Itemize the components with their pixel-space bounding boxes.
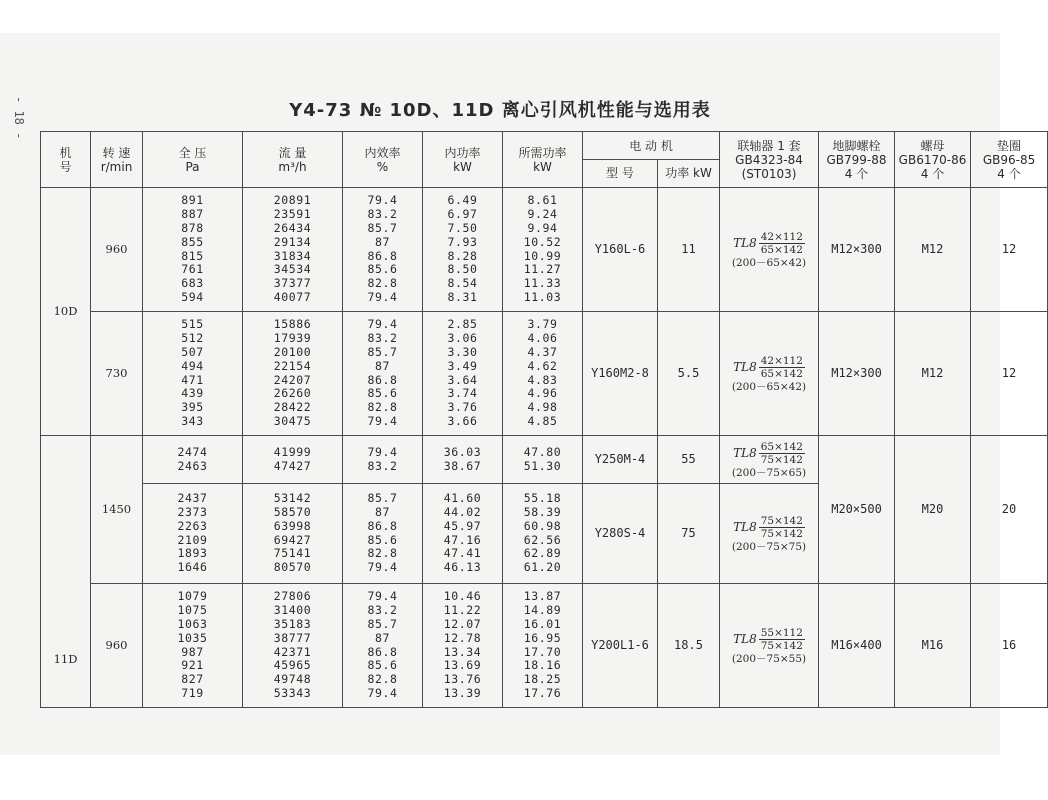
speed-cell: 1450 xyxy=(91,436,143,584)
coupling-numerator: 65×142 xyxy=(760,440,803,453)
value: 41.60 xyxy=(443,490,482,505)
efficiency-cell xyxy=(343,584,423,708)
value: 13.76 xyxy=(443,672,482,687)
value: 512 xyxy=(181,330,204,345)
value: 82.8 xyxy=(367,400,398,415)
coupling-denominator: 75×142 xyxy=(760,639,803,652)
value: 45.97 xyxy=(443,518,482,533)
value: 4.06 xyxy=(527,330,558,345)
bolt-cell: M20×500 xyxy=(819,436,895,584)
value: 85.7 xyxy=(367,344,398,359)
coupling-ratio xyxy=(759,441,805,466)
value: 6.49 xyxy=(447,192,478,207)
nut-cell: M20 xyxy=(895,436,971,584)
value: 343 xyxy=(181,414,204,429)
efficiency-cell xyxy=(343,436,423,484)
value: 29134 xyxy=(273,234,312,249)
header-washer: 垫圈 GB96-85 4 个 xyxy=(971,132,1048,188)
value: 45965 xyxy=(273,658,312,673)
value: 9.24 xyxy=(527,206,558,221)
value: 3.76 xyxy=(447,400,478,415)
coupling-ratio xyxy=(759,515,805,540)
header-efficiency: 内效率 % xyxy=(343,132,423,188)
value: 79.4 xyxy=(367,686,398,701)
value: 87 xyxy=(374,358,391,373)
coupling-ratio xyxy=(759,627,805,652)
value: 1075 xyxy=(177,602,208,617)
required-power-cell xyxy=(503,312,583,436)
value: 1063 xyxy=(177,616,208,631)
speed-cell: 960 xyxy=(91,188,143,312)
value: 13.87 xyxy=(523,588,562,603)
value: 34534 xyxy=(273,262,312,277)
value: 20100 xyxy=(273,344,312,359)
value: 47427 xyxy=(273,458,312,473)
value: 47.41 xyxy=(443,546,482,561)
value: 38.67 xyxy=(443,458,482,473)
value: 79.4 xyxy=(367,192,398,207)
model-cell: 10D xyxy=(41,188,91,436)
value: 10.99 xyxy=(523,248,562,263)
header-coupling: 联轴器 1 套 GB4323-84 (ST0103) xyxy=(720,132,819,188)
header-motor-power: 功率 kW xyxy=(658,160,720,188)
coupling-cell xyxy=(720,584,819,708)
value: 23591 xyxy=(273,206,312,221)
value: 4.62 xyxy=(527,358,558,373)
motor-type-cell: Y160L-6 xyxy=(583,188,658,312)
value: 46.13 xyxy=(443,560,482,575)
value: 26434 xyxy=(273,220,312,235)
value: 7.50 xyxy=(447,220,478,235)
value: 1079 xyxy=(177,588,208,603)
coupling-fraction xyxy=(720,515,818,540)
value: 69427 xyxy=(273,532,312,547)
value: 22154 xyxy=(273,358,312,373)
value: 79.4 xyxy=(367,588,398,603)
value: 13.34 xyxy=(443,644,482,659)
washer-cell: 12 xyxy=(971,188,1048,312)
value: 63998 xyxy=(273,518,312,533)
value: 87 xyxy=(374,630,391,645)
inner-power-cell xyxy=(423,436,503,484)
value: 85.6 xyxy=(367,532,398,547)
washer-cell: 16 xyxy=(971,584,1048,708)
value: 8.50 xyxy=(447,262,478,277)
coupling-numerator: 42×112 xyxy=(760,354,803,367)
header-speed: 转 速 r/min xyxy=(91,132,143,188)
value: 37377 xyxy=(273,276,312,291)
value: 878 xyxy=(181,220,204,235)
value: 20891 xyxy=(273,192,312,207)
value: 24207 xyxy=(273,372,312,387)
value: 86.8 xyxy=(367,372,398,387)
value: 8.28 xyxy=(447,248,478,263)
pressure-cell xyxy=(143,312,243,436)
value: 11.33 xyxy=(523,276,562,291)
value: 1893 xyxy=(177,546,208,561)
performance-table xyxy=(40,131,1048,708)
coupling-spec: (200－65×42) xyxy=(731,256,807,269)
value: 86.8 xyxy=(367,644,398,659)
motor-type-cell: Y200L1-6 xyxy=(583,584,658,708)
value: 9.94 xyxy=(527,220,558,235)
value: 85.7 xyxy=(367,220,398,235)
value: 4.37 xyxy=(527,344,558,359)
value: 79.4 xyxy=(367,444,398,459)
pressure-cell xyxy=(143,584,243,708)
value: 3.66 xyxy=(447,414,478,429)
required-power-cell xyxy=(503,484,583,584)
pressure-cell xyxy=(143,484,243,584)
value: 471 xyxy=(181,372,204,387)
value: 18.16 xyxy=(523,658,562,673)
flow-cell xyxy=(243,436,343,484)
motor-type-cell: Y280S-4 xyxy=(583,484,658,584)
bolt-cell: M16×400 xyxy=(819,584,895,708)
coupling-spec: (200－75×75) xyxy=(731,540,807,553)
value: 26260 xyxy=(273,386,312,401)
value: 2373 xyxy=(177,504,208,519)
flow-cell xyxy=(243,584,343,708)
value: 31400 xyxy=(273,602,312,617)
value: 47.80 xyxy=(523,444,562,459)
flow-cell xyxy=(243,312,343,436)
value: 494 xyxy=(181,358,204,373)
value: 4.85 xyxy=(527,414,558,429)
value: 27806 xyxy=(273,588,312,603)
coupling-code: TL8 xyxy=(733,236,757,250)
value: 83.2 xyxy=(367,206,398,221)
motor-type-cell: Y160M2-8 xyxy=(583,312,658,436)
value: 11.22 xyxy=(443,602,482,617)
nut-cell: M12 xyxy=(895,188,971,312)
coupling-cell xyxy=(720,188,819,312)
header-flow: 流 量 m³/h xyxy=(243,132,343,188)
washer-cell: 12 xyxy=(971,312,1048,436)
value: 87 xyxy=(374,234,391,249)
value: 507 xyxy=(181,344,204,359)
value: 16.95 xyxy=(523,630,562,645)
value: 2437 xyxy=(177,490,208,505)
value: 85.6 xyxy=(367,658,398,673)
motor-power-cell: 18.5 xyxy=(658,584,720,708)
value: 815 xyxy=(181,248,204,263)
coupling-cell xyxy=(720,436,819,484)
value: 11.03 xyxy=(523,290,562,305)
value: 85.6 xyxy=(367,262,398,277)
value: 79.4 xyxy=(367,414,398,429)
value: 13.69 xyxy=(443,658,482,673)
value: 3.49 xyxy=(447,358,478,373)
header-pressure: 全 压 Pa xyxy=(143,132,243,188)
value: 8.61 xyxy=(527,192,558,207)
coupling-fraction xyxy=(720,231,818,256)
efficiency-cell xyxy=(343,188,423,312)
washer-cell: 20 xyxy=(971,436,1048,584)
value: 2474 xyxy=(177,444,208,459)
value: 887 xyxy=(181,206,204,221)
table-title: Y4-73 № 10D、11D 离心引风机性能与选用表 xyxy=(289,100,711,121)
value: 395 xyxy=(181,400,204,415)
value: 86.8 xyxy=(367,248,398,263)
value: 891 xyxy=(181,192,204,207)
speed-cell: 730 xyxy=(91,312,143,436)
value: 719 xyxy=(181,686,204,701)
coupling-numerator: 75×142 xyxy=(760,514,803,527)
value: 987 xyxy=(181,644,204,659)
value: 58.39 xyxy=(523,504,562,519)
flow-cell xyxy=(243,484,343,584)
model-cell: 11D xyxy=(41,436,91,708)
inner-power-cell xyxy=(423,188,503,312)
value: 921 xyxy=(181,658,204,673)
coupling-fraction xyxy=(720,627,818,652)
required-power-cell xyxy=(503,436,583,484)
coupling-spec: (200－65×42) xyxy=(731,380,807,393)
value: 85.7 xyxy=(367,490,398,505)
value: 79.4 xyxy=(367,290,398,305)
required-power-cell xyxy=(503,188,583,312)
speed-cell: 960 xyxy=(91,584,143,708)
value: 1646 xyxy=(177,560,208,575)
value: 17.70 xyxy=(523,644,562,659)
value: 55.18 xyxy=(523,490,562,505)
value: 85.7 xyxy=(367,616,398,631)
value: 42371 xyxy=(273,644,312,659)
coupling-denominator: 75×142 xyxy=(760,527,803,540)
value: 36.03 xyxy=(443,444,482,459)
value: 60.98 xyxy=(523,518,562,533)
value: 44.02 xyxy=(443,504,482,519)
value: 2263 xyxy=(177,518,208,533)
value: 12.78 xyxy=(443,630,482,645)
value: 17.76 xyxy=(523,686,562,701)
value: 80570 xyxy=(273,560,312,575)
page-number: - 18 - xyxy=(12,96,26,140)
nut-cell: M16 xyxy=(895,584,971,708)
header-motor: 电 动 机 xyxy=(583,132,720,160)
coupling-ratio xyxy=(759,355,805,380)
value: 17939 xyxy=(273,330,312,345)
value: 79.4 xyxy=(367,316,398,331)
value: 82.8 xyxy=(367,546,398,561)
value: 2463 xyxy=(177,458,208,473)
value: 1035 xyxy=(177,630,208,645)
coupling-denominator: 75×142 xyxy=(760,453,803,466)
coupling-numerator: 42×112 xyxy=(760,230,803,243)
value: 85.6 xyxy=(367,386,398,401)
coupling-spec: (200－75×55) xyxy=(731,652,807,665)
value: 827 xyxy=(181,672,204,687)
value: 594 xyxy=(181,290,204,305)
coupling-code: TL8 xyxy=(733,632,757,646)
header-motor-type: 型 号 xyxy=(583,160,658,188)
value: 14.89 xyxy=(523,602,562,617)
value: 86.8 xyxy=(367,518,398,533)
header-required-power: 所需功率 kW xyxy=(503,132,583,188)
value: 3.64 xyxy=(447,372,478,387)
value: 12.07 xyxy=(443,616,482,631)
coupling-numerator: 55×112 xyxy=(760,626,803,639)
value: 40077 xyxy=(273,290,312,305)
value: 62.89 xyxy=(523,546,562,561)
value: 4.83 xyxy=(527,372,558,387)
coupling-ratio xyxy=(759,231,805,256)
value: 79.4 xyxy=(367,560,398,575)
value: 47.16 xyxy=(443,532,482,547)
value: 3.06 xyxy=(447,330,478,345)
value: 2.85 xyxy=(447,316,478,331)
nut-cell: M12 xyxy=(895,312,971,436)
value: 515 xyxy=(181,316,204,331)
header-nut: 螺母 GB6170-86 4 个 xyxy=(895,132,971,188)
value: 38777 xyxy=(273,630,312,645)
value: 439 xyxy=(181,386,204,401)
bolt-cell: M12×300 xyxy=(819,312,895,436)
bolt-cell: M12×300 xyxy=(819,188,895,312)
value: 11.27 xyxy=(523,262,562,277)
value: 30475 xyxy=(273,414,312,429)
table-row xyxy=(41,188,1048,312)
value: 7.93 xyxy=(447,234,478,249)
value: 53142 xyxy=(273,490,312,505)
coupling-code: TL8 xyxy=(733,520,757,534)
coupling-cell xyxy=(720,312,819,436)
inner-power-cell xyxy=(423,584,503,708)
value: 53343 xyxy=(273,686,312,701)
motor-power-cell: 75 xyxy=(658,484,720,584)
table-row xyxy=(41,584,1048,708)
motor-power-cell: 5.5 xyxy=(658,312,720,436)
value: 15886 xyxy=(273,316,312,331)
value: 83.2 xyxy=(367,602,398,617)
pressure-cell xyxy=(143,188,243,312)
value: 8.54 xyxy=(447,276,478,291)
required-power-cell xyxy=(503,584,583,708)
value: 87 xyxy=(374,504,391,519)
value: 683 xyxy=(181,276,204,291)
coupling-cell xyxy=(720,484,819,584)
value: 75141 xyxy=(273,546,312,561)
inner-power-cell xyxy=(423,484,503,584)
value: 82.8 xyxy=(367,276,398,291)
motor-type-cell: Y250M-4 xyxy=(583,436,658,484)
header-model: 机 号 xyxy=(41,132,91,188)
value: 83.2 xyxy=(367,330,398,345)
header-bolt: 地脚螺栓 GB799-88 4 个 xyxy=(819,132,895,188)
table-row xyxy=(41,312,1048,436)
value: 28422 xyxy=(273,400,312,415)
coupling-denominator: 65×142 xyxy=(760,367,803,380)
value: 83.2 xyxy=(367,458,398,473)
value: 10.52 xyxy=(523,234,562,249)
header-inner-power: 内功率 kW xyxy=(423,132,503,188)
value: 3.30 xyxy=(447,344,478,359)
value: 6.97 xyxy=(447,206,478,221)
coupling-code: TL8 xyxy=(733,446,757,460)
coupling-fraction xyxy=(720,355,818,380)
value: 4.96 xyxy=(527,386,558,401)
coupling-code: TL8 xyxy=(733,360,757,374)
value: 855 xyxy=(181,234,204,249)
inner-power-cell xyxy=(423,312,503,436)
value: 82.8 xyxy=(367,672,398,687)
value: 4.98 xyxy=(527,400,558,415)
value: 58570 xyxy=(273,504,312,519)
value: 3.79 xyxy=(527,316,558,331)
pressure-cell xyxy=(143,436,243,484)
value: 61.20 xyxy=(523,560,562,575)
value: 2109 xyxy=(177,532,208,547)
value: 49748 xyxy=(273,672,312,687)
coupling-fraction xyxy=(720,441,818,466)
table-row xyxy=(41,436,1048,484)
value: 31834 xyxy=(273,248,312,263)
value: 761 xyxy=(181,262,204,277)
motor-power-cell: 55 xyxy=(658,436,720,484)
value: 51.30 xyxy=(523,458,562,473)
value: 13.39 xyxy=(443,686,482,701)
value: 35183 xyxy=(273,616,312,631)
value: 3.74 xyxy=(447,386,478,401)
value: 16.01 xyxy=(523,616,562,631)
efficiency-cell xyxy=(343,312,423,436)
coupling-denominator: 65×142 xyxy=(760,243,803,256)
coupling-spec: (200－75×65) xyxy=(731,466,807,479)
value: 62.56 xyxy=(523,532,562,547)
value: 10.46 xyxy=(443,588,482,603)
value: 18.25 xyxy=(523,672,562,687)
efficiency-cell xyxy=(343,484,423,584)
motor-power-cell: 11 xyxy=(658,188,720,312)
flow-cell xyxy=(243,188,343,312)
value: 41999 xyxy=(273,444,312,459)
value: 8.31 xyxy=(447,290,478,305)
